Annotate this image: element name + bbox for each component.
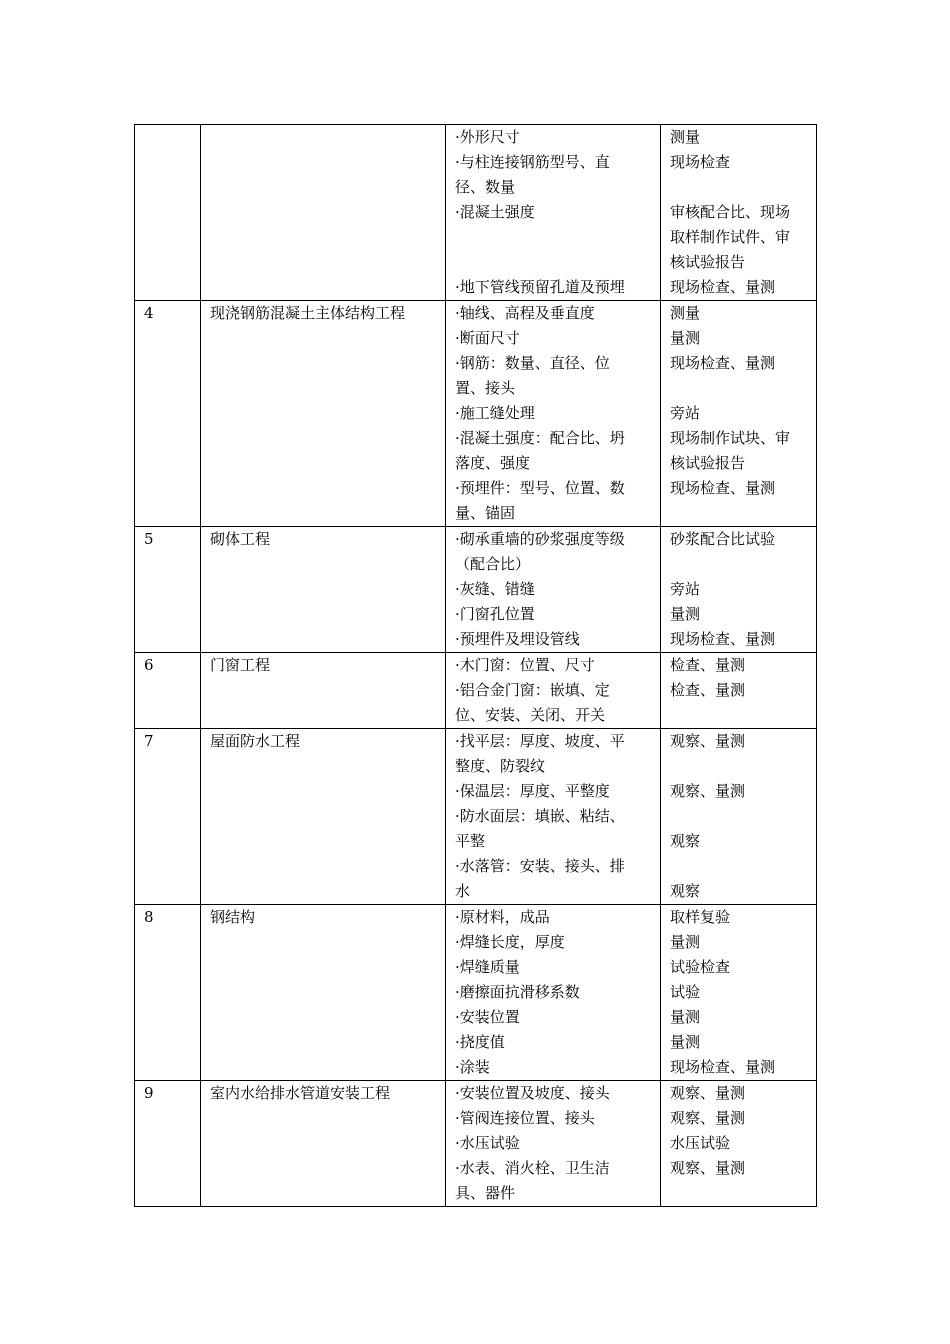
inspection-table [134, 124, 817, 1207]
inspection-method-line: 现场检查、量测 [670, 479, 776, 497]
control-point-line: ·断面尺寸 [455, 329, 520, 347]
control-point-line: ·轴线、高程及垂直度 [455, 304, 595, 322]
control-points-cell [446, 301, 661, 527]
inspection-method-line: 量测 [670, 1033, 701, 1051]
control-point-line: 量、锚固 [455, 504, 516, 522]
control-point-line: ·砌承重墙的砂浆强度等级 [455, 530, 625, 548]
inspection-table-body [135, 125, 817, 1207]
inspection-method-line: 观察 [670, 882, 701, 900]
control-point-line: ·水表、消火栓、卫生洁 [455, 1159, 610, 1177]
inspection-method-line: 观察、量测 [670, 1159, 746, 1177]
inspection-method-line: 测量 [670, 128, 701, 146]
project-name-cell [201, 125, 446, 301]
inspection-method-cell [661, 729, 817, 905]
inspection-method-line: 取样复验 [670, 908, 731, 926]
inspection-method-cell [661, 301, 817, 527]
row-number-cell: 5 [135, 527, 201, 653]
control-point-line: 置、接头 [455, 379, 516, 397]
row-number-cell: 4 [135, 301, 201, 527]
row-number-cell: 7 [135, 729, 201, 905]
inspection-method-line: 现场检查、量测 [670, 1058, 776, 1076]
control-point-line: 位、安装、关闭、开关 [455, 706, 606, 724]
control-point-line: ·找平层：厚度、坡度、平 [455, 732, 625, 750]
table-row [135, 1081, 817, 1207]
inspection-method-line: 量测 [670, 605, 701, 623]
control-point-line: ·混凝土强度 [455, 203, 535, 221]
table-row [135, 527, 817, 653]
inspection-method-line: 量测 [670, 1008, 701, 1026]
project-name-cell: 钢结构 [201, 905, 446, 1081]
control-point-line: ·地下管线预留孔道及预埋 [455, 278, 625, 296]
inspection-method-line: 观察、量测 [670, 1084, 746, 1102]
inspection-method-line [670, 854, 807, 879]
row-number-cell: 8 [135, 905, 201, 1081]
control-point-line: ·涂装 [455, 1058, 490, 1076]
inspection-method-line [670, 376, 807, 401]
inspection-method-line: 砂浆配合比试验 [670, 530, 776, 548]
inspection-method-line: 量测 [670, 933, 701, 951]
inspection-method-line: 现场制作试块、审 [670, 429, 791, 447]
control-point-line: 落度、强度 [455, 454, 531, 472]
control-points-cell [446, 729, 661, 905]
inspection-method-line: 观察 [670, 832, 701, 850]
inspection-method-line: 旁站 [670, 404, 701, 422]
control-points-cell [446, 125, 661, 301]
inspection-method-line: 检查、量测 [670, 681, 746, 699]
inspection-method-line: 检查、量测 [670, 656, 746, 674]
inspection-method-line [670, 501, 807, 526]
project-name-cell: 现浇钢筋混凝土主体结构工程 [201, 301, 446, 527]
control-point-line: ·挠度值 [455, 1033, 505, 1051]
row-number-cell: 9 [135, 1081, 201, 1207]
inspection-method-line: 核试验报告 [670, 253, 746, 271]
control-point-line: ·水压试验 [455, 1134, 520, 1152]
control-point-line: 径、数量 [455, 178, 516, 196]
control-point-line: ·管阀连接位置、接头 [455, 1109, 595, 1127]
inspection-method-line: 量测 [670, 329, 701, 347]
control-point-line: ·焊缝质量 [455, 958, 520, 976]
table-row [135, 905, 817, 1081]
project-name-cell: 室内水给排水管道安装工程 [201, 1081, 446, 1207]
inspection-method-line: 测量 [670, 304, 701, 322]
table-row [135, 729, 817, 905]
control-point-line: ·灰缝、错缝 [455, 580, 535, 598]
control-point-line: ·预埋件：型号、位置、数 [455, 479, 625, 497]
control-point-line: ·磨擦面抗滑移系数 [455, 983, 580, 1001]
inspection-method-line: 审核配合比、现场 [670, 203, 791, 221]
control-point-line: （配合比） [455, 555, 531, 573]
control-point-line: ·预埋件及埋设管线 [455, 630, 580, 648]
control-point-line: ·木门窗：位置、尺寸 [455, 656, 595, 674]
inspection-method-line: 取样制作试件、审 [670, 228, 791, 246]
control-points-cell [446, 905, 661, 1081]
control-point-line: ·安装位置及坡度、接头 [455, 1084, 610, 1102]
control-point-line [455, 225, 651, 250]
inspection-method-line [670, 552, 807, 577]
inspection-method-line [670, 754, 807, 779]
control-point-line: ·防水面层：填嵌、粘结、 [455, 807, 625, 825]
inspection-method-line [670, 804, 807, 829]
row-number-cell [135, 125, 201, 301]
control-point-line: ·保温层：厚度、平整度 [455, 782, 610, 800]
row-number-cell: 6 [135, 653, 201, 729]
inspection-method-line: 观察、量测 [670, 732, 746, 750]
table-row [135, 125, 817, 301]
project-name-cell: 屋面防水工程 [201, 729, 446, 905]
inspection-method-line: 试验检查 [670, 958, 731, 976]
control-point-line: ·安装位置 [455, 1008, 520, 1026]
control-point-line: ·外形尺寸 [455, 128, 520, 146]
control-point-line: ·水落管：安装、接头、排 [455, 857, 625, 875]
inspection-method-line [670, 175, 807, 200]
control-points-cell [446, 653, 661, 729]
inspection-method-line: 观察、量测 [670, 782, 746, 800]
inspection-method-line: 试验 [670, 983, 701, 1001]
inspection-method-line: 核试验报告 [670, 454, 746, 472]
inspection-method-line [670, 703, 807, 728]
control-points-cell [446, 1081, 661, 1207]
control-point-line: 平整 [455, 832, 486, 850]
inspection-method-line: 旁站 [670, 580, 701, 598]
inspection-method-line: 现场检查、量测 [670, 278, 776, 296]
control-point-line: 整度、防裂纹 [455, 757, 546, 775]
control-point-line: 具、器件 [455, 1184, 516, 1202]
control-point-line: ·钢筋：数量、直径、位 [455, 354, 610, 372]
control-point-line: ·铝合金门窗：嵌填、定 [455, 681, 610, 699]
inspection-method-line: 现场检查、量测 [670, 630, 776, 648]
control-point-line: ·原材料，成品 [455, 908, 550, 926]
inspection-method-line: 观察、量测 [670, 1109, 746, 1127]
control-points-cell [446, 527, 661, 653]
project-name-cell: 砌体工程 [201, 527, 446, 653]
inspection-method-cell [661, 125, 817, 301]
inspection-method-line [670, 1181, 807, 1206]
control-point-line [455, 250, 651, 275]
control-point-line: ·施工缝处理 [455, 404, 535, 422]
control-point-line: 水 [455, 882, 471, 900]
control-point-line: ·焊缝长度，厚度 [455, 933, 565, 951]
inspection-method-cell [661, 653, 817, 729]
table-row [135, 653, 817, 729]
control-point-line: ·门窗孔位置 [455, 605, 535, 623]
table-row [135, 301, 817, 527]
inspection-method-line: 水压试验 [670, 1134, 731, 1152]
project-name-cell: 门窗工程 [201, 653, 446, 729]
inspection-method-cell [661, 527, 817, 653]
inspection-method-cell [661, 1081, 817, 1207]
inspection-method-line: 现场检查 [670, 153, 731, 171]
control-point-line: ·混凝土强度：配合比、坍 [455, 429, 625, 447]
inspection-method-cell [661, 905, 817, 1081]
inspection-method-line: 现场检查、量测 [670, 354, 776, 372]
control-point-line: ·与柱连接钢筋型号、直 [455, 153, 610, 171]
